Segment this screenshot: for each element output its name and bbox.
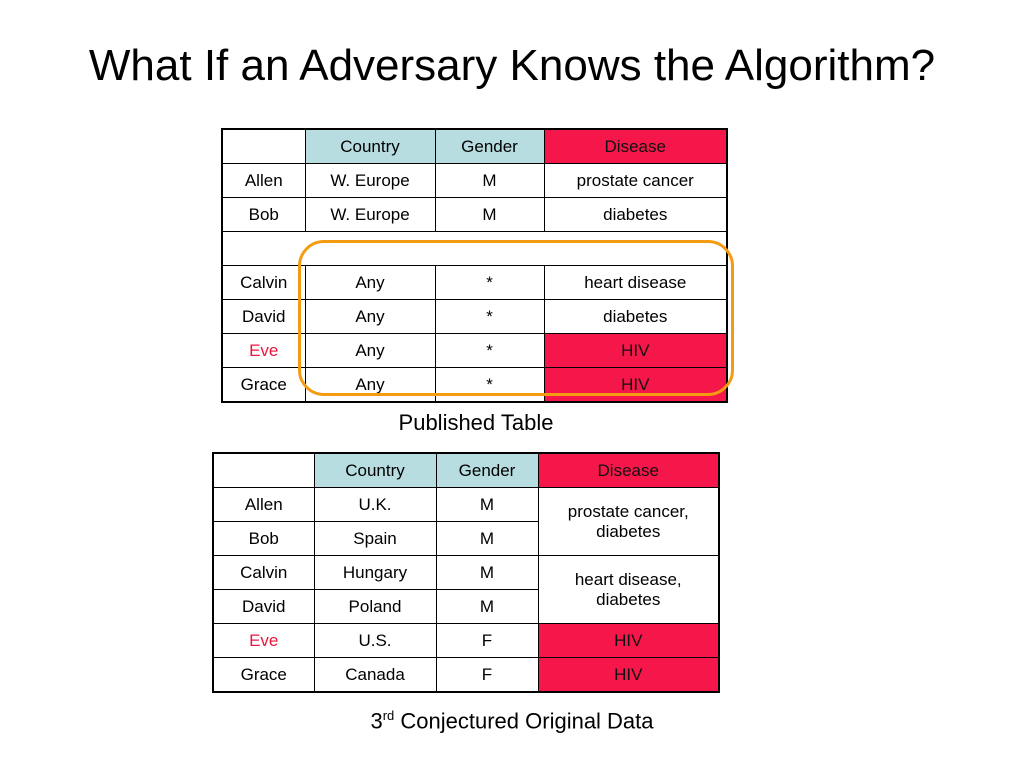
original-table-caption xyxy=(300,708,724,734)
header-country: Country xyxy=(305,129,435,164)
disease-line: diabetes xyxy=(596,589,661,609)
table-row xyxy=(213,624,719,658)
cell-name: Calvin xyxy=(213,556,314,590)
cell-country: U.K. xyxy=(314,488,436,522)
cell-gender: M xyxy=(436,522,538,556)
disease-line: heart disease, xyxy=(574,569,682,589)
cell-disease-sensitive: HIV xyxy=(544,334,727,368)
cell-gender: M xyxy=(436,488,538,522)
table-row xyxy=(213,658,719,693)
cell-country: Any xyxy=(305,368,435,403)
header-disease: Disease xyxy=(544,129,727,164)
cell-disease-sensitive: HIV xyxy=(538,658,719,693)
table-header-row xyxy=(222,129,727,164)
table-row xyxy=(222,198,727,232)
caption-text: Conjectured Original Data xyxy=(400,708,654,734)
header-blank xyxy=(222,129,305,164)
header-blank xyxy=(213,453,314,488)
cell-disease-merged xyxy=(538,488,719,556)
table-row xyxy=(222,300,727,334)
cell-name: Allen xyxy=(213,488,314,522)
header-gender: Gender xyxy=(436,453,538,488)
caption-superscript: rd xyxy=(382,708,395,723)
cell-country: Spain xyxy=(314,522,436,556)
cell-country: W. Europe xyxy=(305,198,435,232)
table-row xyxy=(222,368,727,403)
cell-disease-sensitive: HIV xyxy=(538,624,719,658)
slide-title: What If an Adversary Knows the Algorithm? xyxy=(88,41,936,90)
cell-country: Poland xyxy=(314,590,436,624)
gap-row xyxy=(222,232,727,266)
cell-gender: M xyxy=(435,164,544,198)
table-row xyxy=(222,266,727,300)
cell-name: David xyxy=(213,590,314,624)
cell-name: Allen xyxy=(222,164,305,198)
cell-name: Bob xyxy=(222,198,305,232)
cell-country: U.S. xyxy=(314,624,436,658)
header-gender: Gender xyxy=(435,129,544,164)
original-table xyxy=(212,452,720,693)
gap-cell xyxy=(222,232,727,266)
cell-disease: prostate cancer xyxy=(544,164,727,198)
cell-country: Any xyxy=(305,300,435,334)
cell-disease-merged xyxy=(538,556,719,624)
header-disease: Disease xyxy=(538,453,719,488)
cell-gender: * xyxy=(435,334,544,368)
published-table-caption: Published Table xyxy=(398,410,554,435)
cell-country: Canada xyxy=(314,658,436,693)
table-row xyxy=(222,334,727,368)
cell-name-eve: Eve xyxy=(213,624,314,658)
cell-name: David xyxy=(222,300,305,334)
cell-gender: M xyxy=(436,590,538,624)
cell-name: Grace xyxy=(213,658,314,693)
cell-name: Grace xyxy=(222,368,305,403)
cell-gender: * xyxy=(435,368,544,403)
cell-name-eve: Eve xyxy=(222,334,305,368)
cell-disease: diabetes xyxy=(544,300,727,334)
cell-country: Any xyxy=(305,334,435,368)
cell-gender: * xyxy=(435,300,544,334)
cell-name: Bob xyxy=(213,522,314,556)
cell-country: Any xyxy=(305,266,435,300)
table-row xyxy=(213,556,719,590)
caption-number: 3 xyxy=(370,708,383,734)
cell-country: W. Europe xyxy=(305,164,435,198)
table-row xyxy=(222,164,727,198)
cell-disease: heart disease xyxy=(544,266,727,300)
cell-name: Calvin xyxy=(222,266,305,300)
cell-disease: diabetes xyxy=(544,198,727,232)
cell-gender: F xyxy=(436,624,538,658)
disease-line: prostate cancer, xyxy=(567,501,689,521)
cell-disease-sensitive: HIV xyxy=(544,368,727,403)
table-row xyxy=(213,488,719,522)
cell-gender: M xyxy=(435,198,544,232)
cell-gender: F xyxy=(436,658,538,693)
cell-gender: M xyxy=(436,556,538,590)
table-header-row xyxy=(213,453,719,488)
published-table xyxy=(221,128,728,403)
cell-country: Hungary xyxy=(314,556,436,590)
disease-line: diabetes xyxy=(596,521,661,541)
cell-gender: * xyxy=(435,266,544,300)
header-country: Country xyxy=(314,453,436,488)
